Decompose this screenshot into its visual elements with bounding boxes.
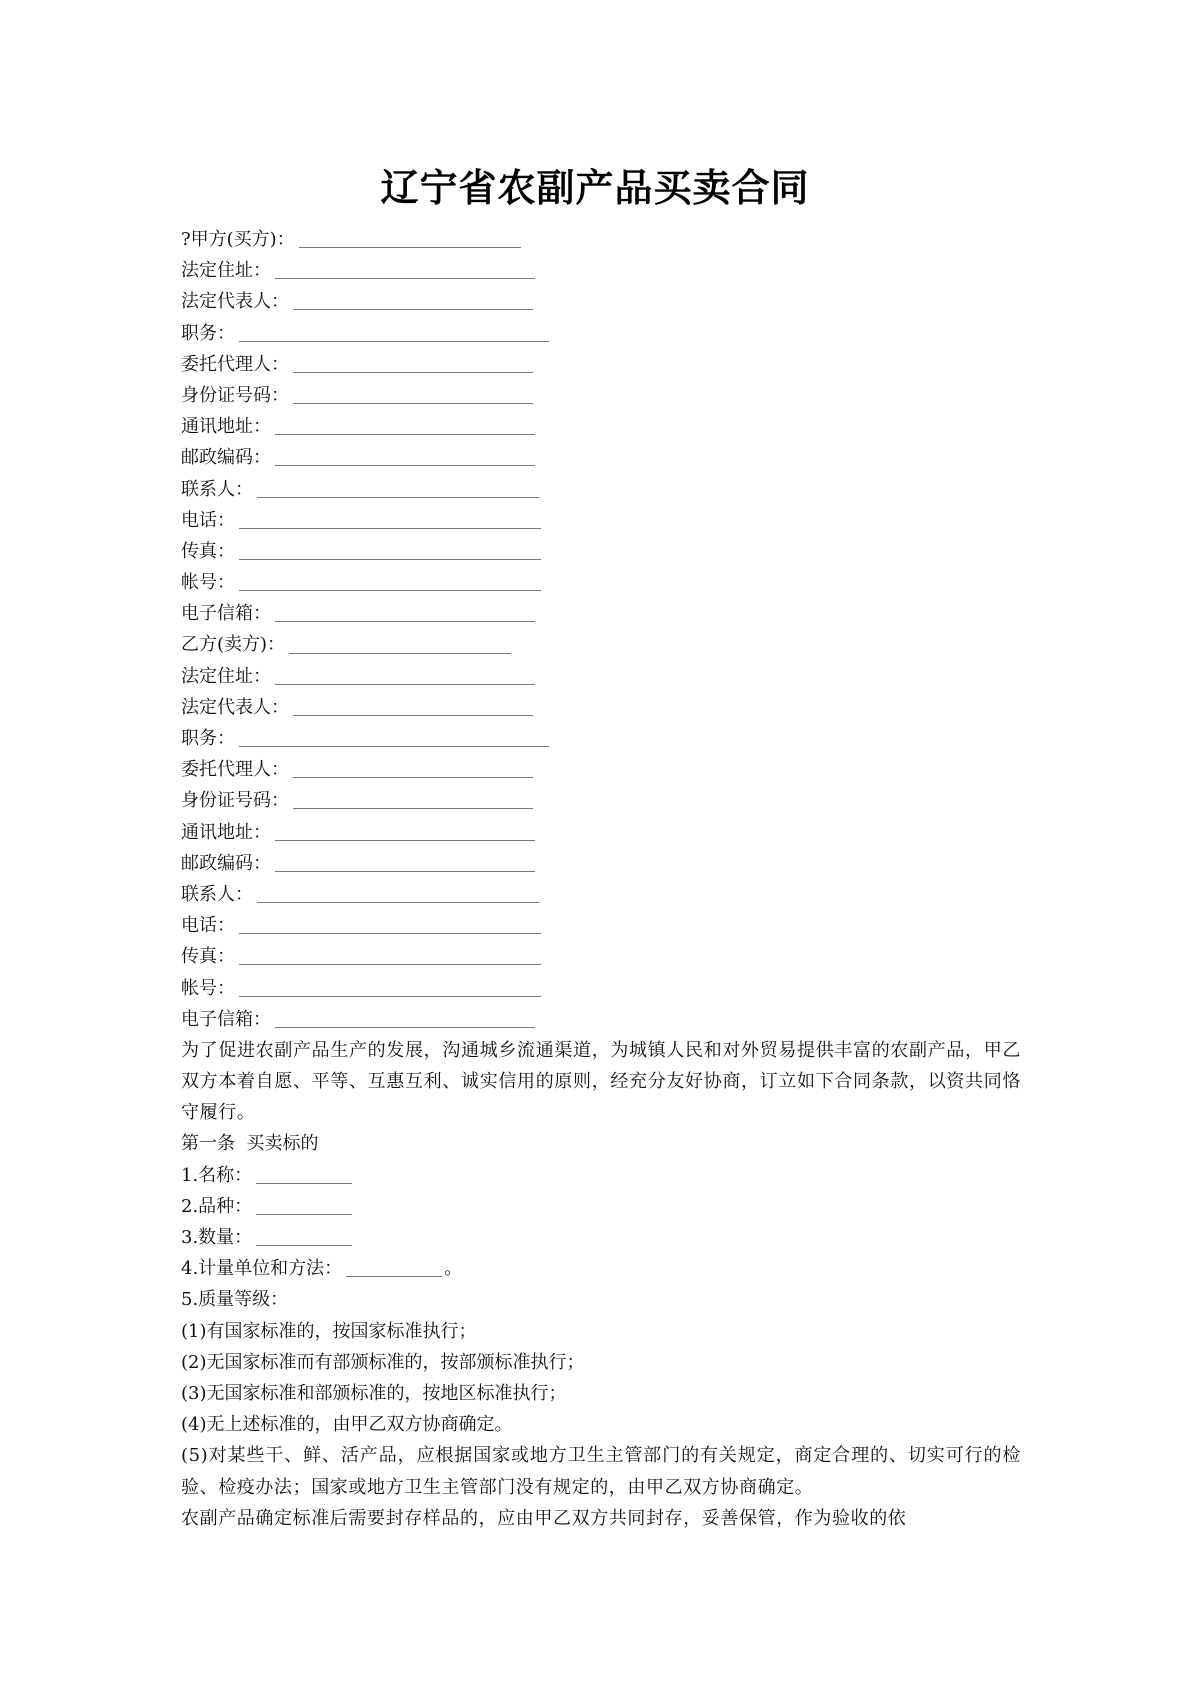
field-blank[interactable] (275, 668, 535, 685)
party-b-heading (181, 629, 1021, 660)
field-blank[interactable] (239, 730, 549, 747)
field-label: 传真： (181, 540, 235, 562)
item-label: 4.计量单位和方法： (181, 1258, 343, 1280)
quality-item: (4)无上述标准的，由甲乙双方协商确定。 (181, 1414, 513, 1436)
field-label: 委托代理人： (181, 353, 289, 375)
field-label: 帐号： (181, 572, 235, 594)
party-b-field (181, 723, 1021, 754)
field-label: 法定代表人： (181, 291, 289, 313)
field-blank[interactable] (239, 948, 541, 965)
party-a-field (181, 505, 1021, 536)
field-blank[interactable] (275, 262, 535, 279)
sample-paragraph: 农副产品确定标准后需要封存样品的，应由甲乙双方共同封存，妥善保管，作为验收的依 (181, 1507, 907, 1529)
field-blank[interactable] (293, 792, 533, 809)
field-blank[interactable] (275, 605, 535, 622)
article-1-item (181, 1222, 1021, 1253)
quality-item: (3)无国家标准和部颁标准的，按地区标准执行； (181, 1382, 567, 1404)
quality-item-5: (5)对某些干、鲜、活产品，应根据国家或地方卫生主管部门的有关规定，商定合理的、切实可行的检验、检疫办法；国家或地方卫生主管部门没有规定的，由甲乙双方协商确定。 (181, 1445, 1021, 1498)
field-label: 通讯地址： (181, 416, 271, 438)
document-body (181, 224, 1021, 1534)
quality-item: (2)无国家标准而有部颁标准的，按部颁标准执行； (181, 1351, 585, 1373)
field-label: 职务： (181, 728, 235, 749)
field-blank[interactable] (275, 418, 535, 435)
field-blank[interactable] (239, 980, 541, 997)
field-blank[interactable] (293, 356, 533, 373)
item-blank[interactable] (256, 1198, 352, 1215)
party-a-field (181, 286, 1021, 317)
item-label: 1.名称： (181, 1164, 253, 1186)
field-label: 职务： (181, 322, 235, 344)
party-b-field (181, 692, 1021, 723)
page-title: 辽宁省农副产品买卖合同 (380, 166, 810, 210)
item-blank[interactable] (256, 1229, 352, 1246)
article-1-heading: 第一条 买卖标的 (181, 1133, 319, 1155)
field-blank[interactable] (239, 543, 541, 560)
field-blank[interactable] (239, 512, 541, 529)
field-label: 委托代理人： (181, 759, 289, 781)
field-label: 身份证号码： (181, 790, 289, 812)
quality-item: (1)有国家标准的，按国家标准执行； (181, 1320, 477, 1342)
article-1-item (181, 1160, 1021, 1191)
field-label: 联系人： (181, 883, 253, 905)
field-blank[interactable] (275, 824, 535, 841)
field-blank[interactable] (293, 699, 533, 716)
party-b-field (181, 879, 1021, 910)
field-label: 身份证号码： (181, 384, 289, 406)
party-b-field (181, 817, 1021, 848)
field-label: 传真： (181, 946, 235, 968)
party-a-field (181, 318, 1021, 349)
quality-heading: 5.质量等级： (181, 1289, 289, 1311)
party-a-field (181, 411, 1021, 442)
field-label: 电子信箱： (181, 1008, 271, 1030)
party-b-field (181, 848, 1021, 879)
article-1-item (181, 1253, 1021, 1284)
field-blank[interactable] (293, 387, 533, 404)
article-1-item (181, 1191, 1021, 1222)
party-a-field (181, 474, 1021, 505)
item-label: 3.数量： (181, 1227, 253, 1249)
field-label: 电子信箱： (181, 603, 271, 625)
field-label: 法定住址： (181, 665, 271, 687)
field-label: 法定住址： (181, 260, 271, 282)
party-a-field (181, 442, 1021, 473)
field-blank[interactable] (275, 449, 535, 466)
party-a-blank[interactable] (299, 231, 521, 248)
party-a-field (181, 598, 1021, 629)
field-blank[interactable] (239, 574, 541, 591)
party-b-field (181, 754, 1021, 785)
party-a-field (181, 536, 1021, 567)
item-tail: 。 (444, 1258, 463, 1280)
party-b-field (181, 661, 1021, 692)
field-blank[interactable] (293, 293, 533, 310)
field-blank[interactable] (275, 855, 535, 872)
party-b-blank[interactable] (289, 637, 511, 654)
field-blank[interactable] (239, 325, 549, 342)
party-b-field (181, 910, 1021, 941)
field-label: 帐号： (181, 977, 235, 999)
field-label: 邮政编码： (181, 852, 271, 874)
party-b-label: 乙方(卖方)： (181, 634, 286, 656)
field-label: 电话： (181, 915, 235, 937)
field-label: 电话： (181, 509, 235, 531)
field-label: 通讯地址： (181, 821, 271, 843)
field-label: 联系人： (181, 478, 253, 500)
item-blank[interactable] (346, 1260, 442, 1277)
party-b-field (181, 973, 1021, 1004)
party-b-field (181, 941, 1021, 972)
party-a-heading (181, 224, 1021, 255)
party-a-field (181, 255, 1021, 286)
field-label: 邮政编码： (181, 447, 271, 469)
party-a-label: ?甲方(买方)： (181, 229, 295, 250)
field-blank[interactable] (257, 886, 539, 903)
party-a-field (181, 380, 1021, 411)
field-label: 法定代表人： (181, 696, 289, 718)
field-blank[interactable] (239, 917, 541, 934)
party-b-field (181, 1004, 1021, 1035)
field-blank[interactable] (257, 481, 539, 498)
preamble-paragraph: 为了促进农副产品生产的发展，沟通城乡流通渠道，为城镇人民和对外贸易提供丰富的农副产品，甲乙双方本着自愿、平等、互惠互利、诚实信用的原则，经充分友好协商，订立如下合同条款，以资共同恪守履行。 (181, 1039, 1021, 1124)
field-blank[interactable] (293, 761, 533, 778)
party-b-field (181, 785, 1021, 816)
party-a-field (181, 349, 1021, 380)
party-a-field (181, 567, 1021, 598)
item-blank[interactable] (256, 1167, 352, 1184)
item-label: 2.品种： (181, 1195, 253, 1217)
field-blank[interactable] (275, 1011, 535, 1028)
